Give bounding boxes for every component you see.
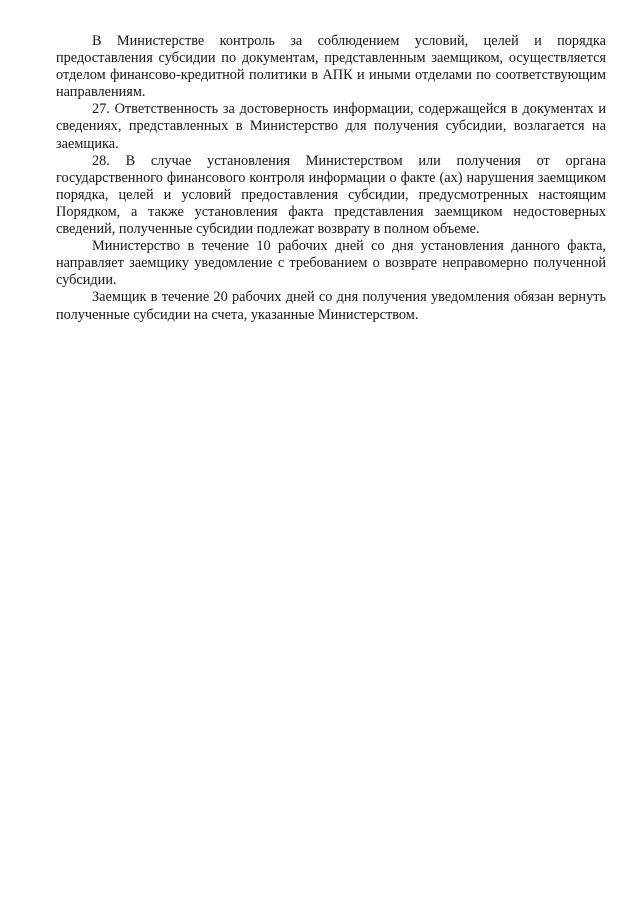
- paragraph-27-responsibility: 27. Ответственность за достоверность информации, содержащейся в документах и сведениях, представленных в Министерство для получения субсидии, возлагается на заемщика.: [56, 101, 606, 152]
- paragraph-return-deadline: Заемщик в течение 20 рабочих дней со дня получения уведомления обязан вернуть полученные субсидии на счета, указанные Министерством.: [56, 289, 606, 323]
- document-body: [56, 33, 606, 324]
- paragraph-control: В Министерстве контроль за соблюдением условий, целей и порядка предоставления субсидии по документам, представленным заемщиком, осуществляется отделом финансово-кредитной политики в АПК и иными отделами по соответствующим направлениям.: [56, 33, 606, 101]
- paragraph-28-refund: 28. В случае установления Министерством или получения от органа государственного финансового контроля информации о факте (ах) нарушения заемщиком порядка, целей и условий предоставления субсидии, предусмотренных настоящим Порядком, а также установления факта представления заемщиком недостоверных сведений, полученные субсидии подлежат возврату в полном объеме.: [56, 152, 606, 238]
- paragraph-notification: Министерство в течение 10 рабочих дней со дня установления данного факта, направляет заемщику уведомление с требованием о возврате неправомерно полученной субсидии.: [56, 238, 606, 289]
